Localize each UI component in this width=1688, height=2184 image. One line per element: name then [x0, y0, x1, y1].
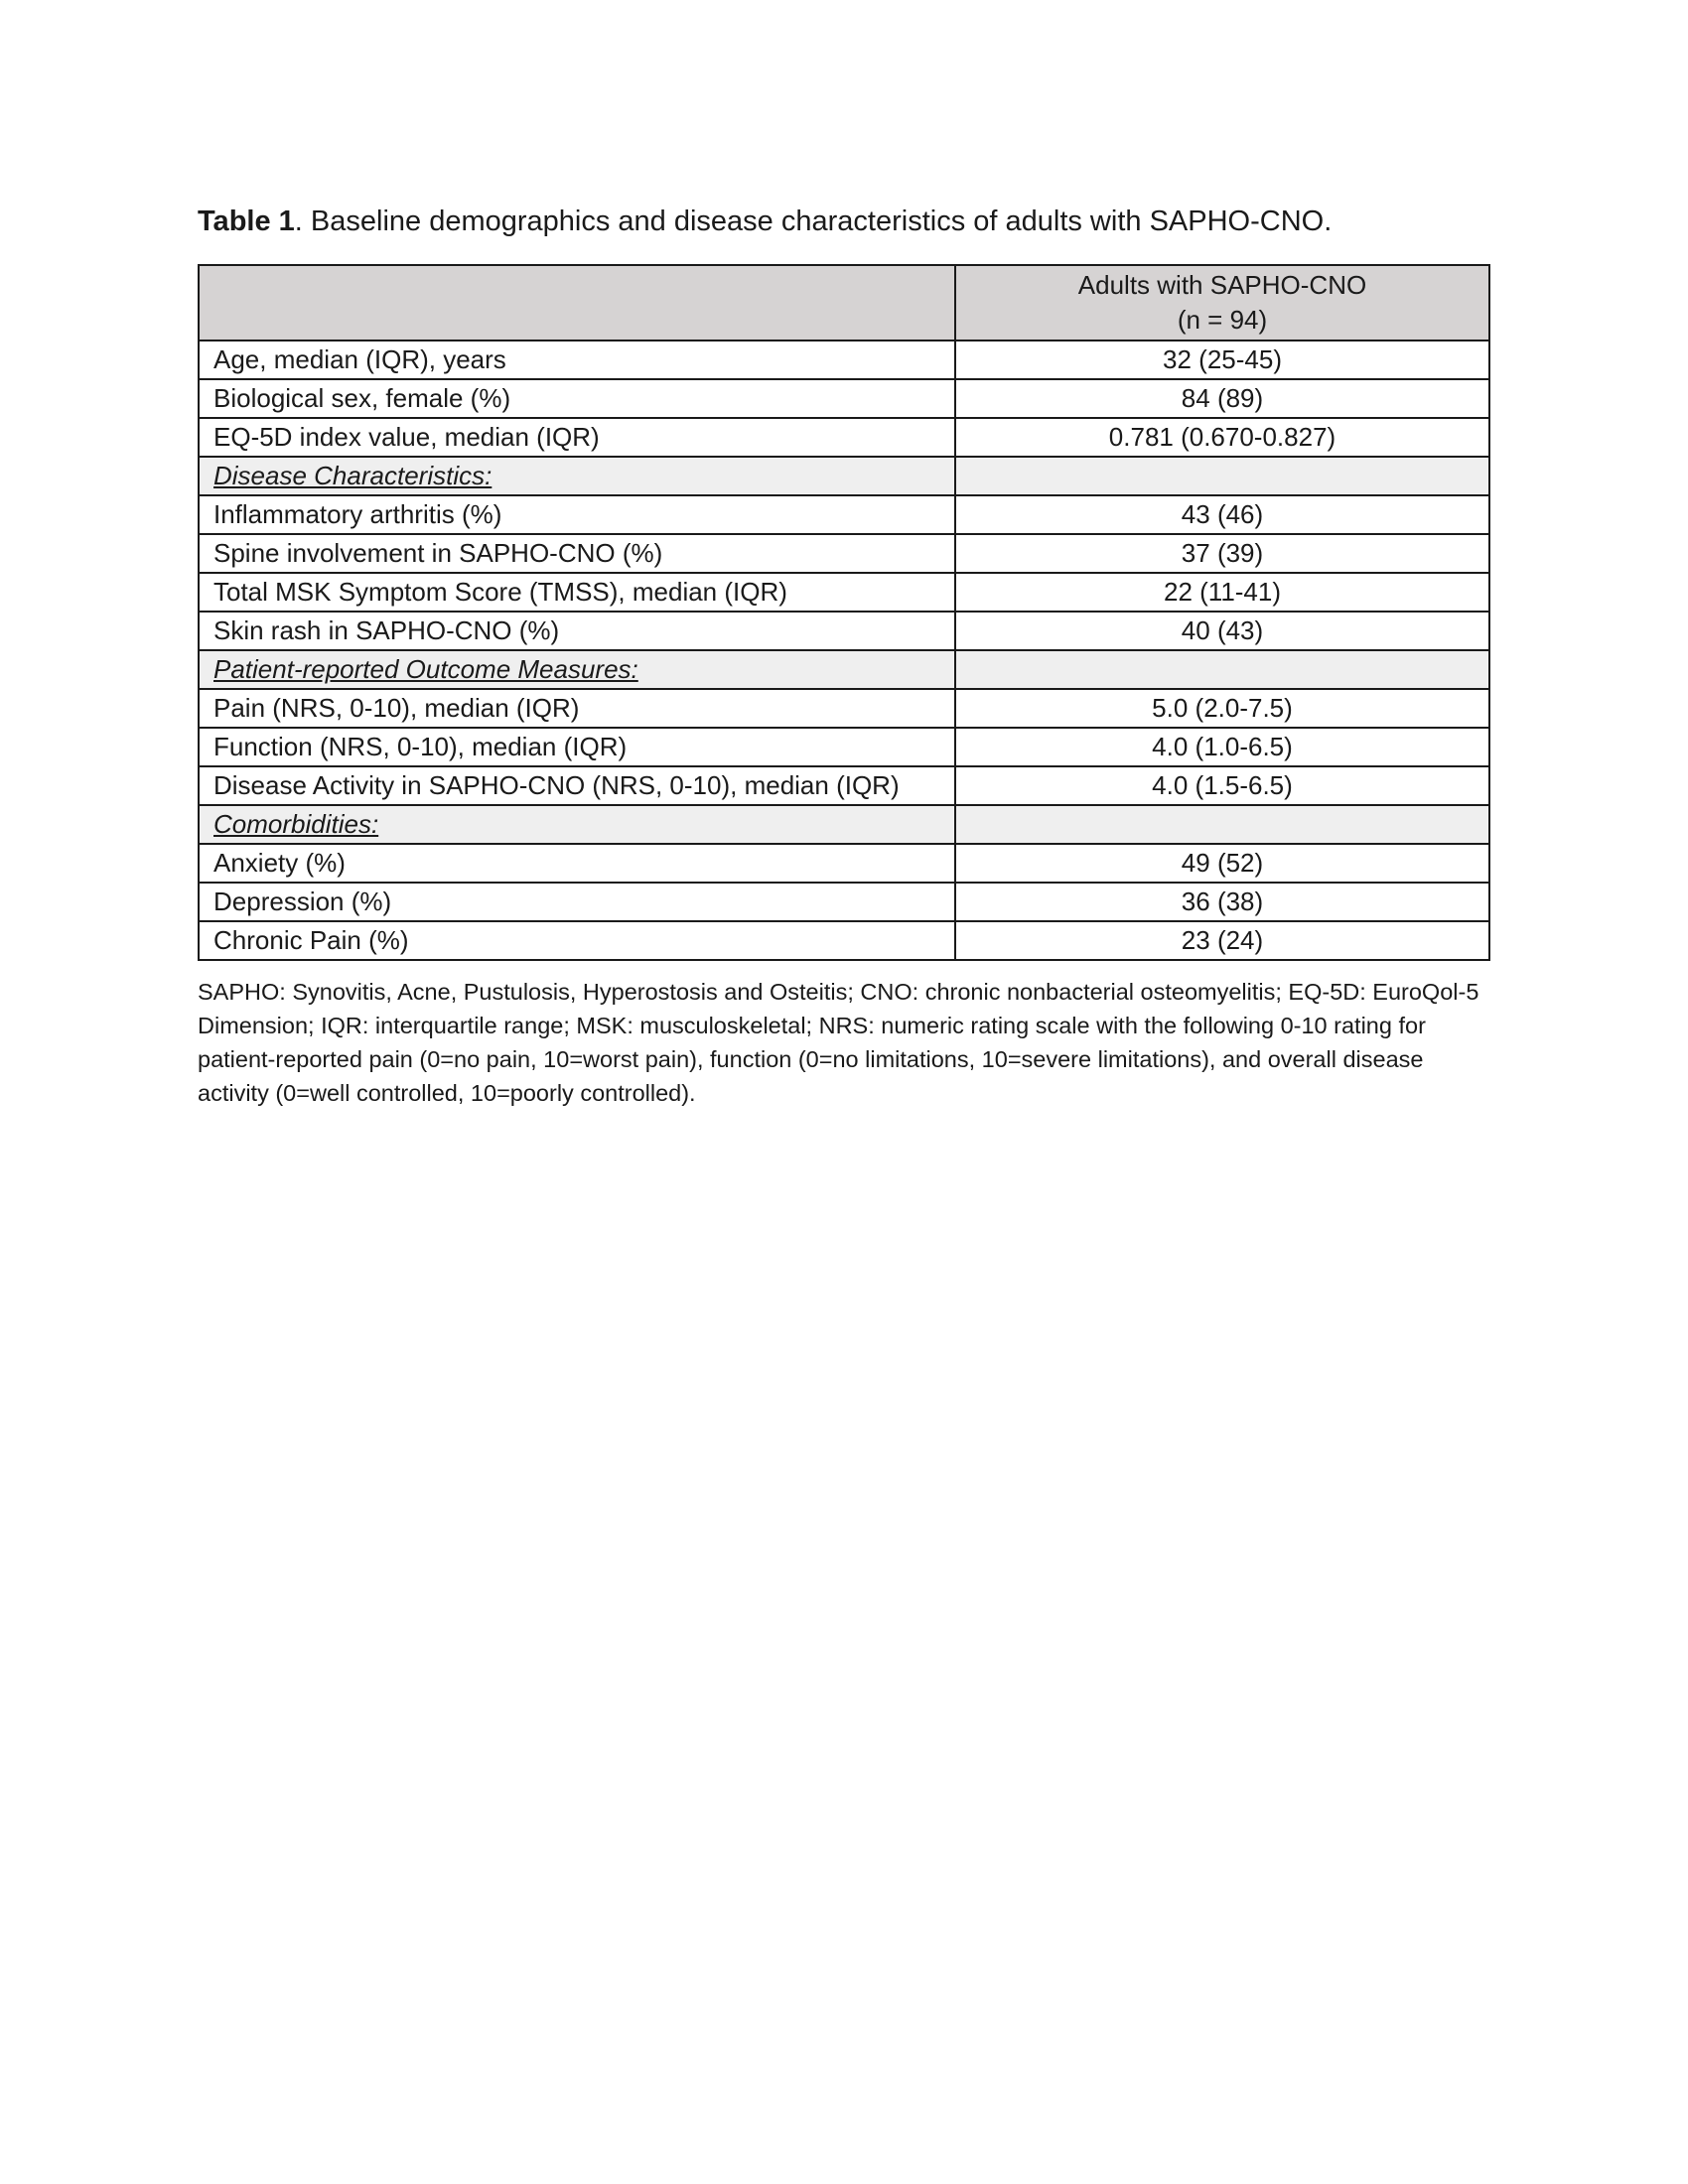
row-label: Pain (NRS, 0-10), median (IQR): [199, 689, 955, 728]
section-row: [199, 457, 1489, 495]
row-value: 23 (24): [955, 921, 1489, 960]
row-label: Anxiety (%): [199, 844, 955, 883]
table-row: [199, 883, 1489, 921]
row-value: 40 (43): [955, 612, 1489, 650]
row-label: Biological sex, female (%): [199, 379, 955, 418]
row-label: Total MSK Symptom Score (TMSS), median (IQR): [199, 573, 955, 612]
section-label: Comorbidities:: [199, 805, 955, 844]
table-row: [199, 534, 1489, 573]
row-value: 84 (89): [955, 379, 1489, 418]
table-row: [199, 728, 1489, 766]
table-caption: [198, 202, 1488, 241]
row-value: 4.0 (1.5-6.5): [955, 766, 1489, 805]
header-group-cell: [955, 265, 1489, 341]
section-label: Patient-reported Outcome Measures:: [199, 650, 955, 689]
row-label: Disease Activity in SAPHO-CNO (NRS, 0-10), median (IQR): [199, 766, 955, 805]
table-row: [199, 612, 1489, 650]
table-row: [199, 921, 1489, 960]
table-caption-text: . Baseline demographics and disease characteristics of adults with SAPHO-CNO.: [294, 205, 1333, 237]
table-body: [199, 341, 1489, 960]
row-label: EQ-5D index value, median (IQR): [199, 418, 955, 457]
section-value: [955, 650, 1489, 689]
row-label: Depression (%): [199, 883, 955, 921]
row-label: Chronic Pain (%): [199, 921, 955, 960]
section-value: [955, 457, 1489, 495]
header-blank-cell: [199, 265, 955, 341]
section-label: Disease Characteristics:: [199, 457, 955, 495]
table-row: [199, 418, 1489, 457]
header-n-label: (n = 94): [1177, 305, 1268, 335]
row-value: 37 (39): [955, 534, 1489, 573]
row-value: 22 (11-41): [955, 573, 1489, 612]
demographics-table: [198, 264, 1490, 961]
row-label: Inflammatory arthritis (%): [199, 495, 955, 534]
section-row: [199, 805, 1489, 844]
row-label: Age, median (IQR), years: [199, 341, 955, 379]
row-value: 5.0 (2.0-7.5): [955, 689, 1489, 728]
row-value: 36 (38): [955, 883, 1489, 921]
row-label: Spine involvement in SAPHO-CNO (%): [199, 534, 955, 573]
header-group-label: Adults with SAPHO-CNO: [1077, 270, 1367, 300]
table-row: [199, 766, 1489, 805]
row-value: 0.781 (0.670-0.827): [955, 418, 1489, 457]
table-row: [199, 573, 1489, 612]
table-row: [199, 689, 1489, 728]
section-row: [199, 650, 1489, 689]
table-footnote: SAPHO: Synovitis, Acne, Pustulosis, Hyperostosis and Osteitis; CNO: chronic nonbacterial osteomyelitis; EQ-5D: EuroQol-5 Dimension; IQR: interquartile range; MSK: musculoskeletal; NRS: numeric rating scale with the following 0-10 rating for patient-reported pain (0=no pain, 10=worst pain), function (0=no limitations, 10=severe limitations), and overall disease activity (0=well controlled, 10=poorly controlled).: [198, 979, 1479, 1106]
table-caption-label: Table 1: [198, 205, 295, 237]
row-value: 43 (46): [955, 495, 1489, 534]
table-row: [199, 495, 1489, 534]
row-label: Skin rash in SAPHO-CNO (%): [199, 612, 955, 650]
table-row: [199, 379, 1489, 418]
row-value: 32 (25-45): [955, 341, 1489, 379]
table-header-row: [199, 265, 1489, 341]
table-row: [199, 341, 1489, 379]
table-row: [199, 844, 1489, 883]
row-label: Function (NRS, 0-10), median (IQR): [199, 728, 955, 766]
row-value: 49 (52): [955, 844, 1489, 883]
row-value: 4.0 (1.0-6.5): [955, 728, 1489, 766]
section-value: [955, 805, 1489, 844]
